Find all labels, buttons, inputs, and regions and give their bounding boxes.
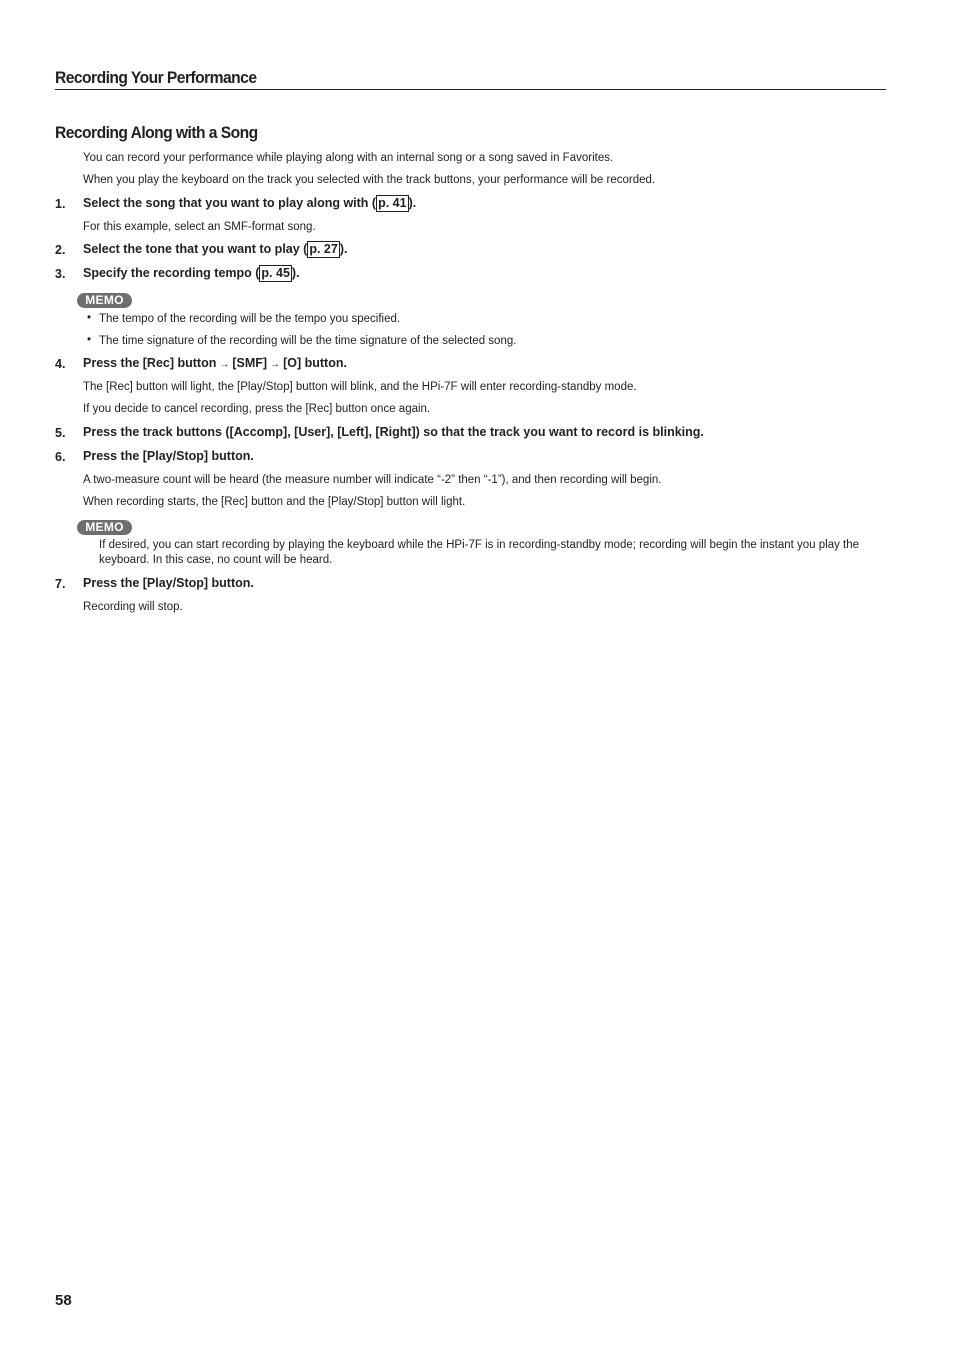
step-1-text bbox=[83, 195, 416, 212]
intro-paragraph-1: You can record your performance while playing along with an internal song or a song saved in Favorites. bbox=[83, 152, 614, 164]
page-ref-link[interactable]: p. 45 bbox=[261, 266, 290, 280]
step-2-number: 2. bbox=[55, 243, 66, 257]
step-6-number: 6. bbox=[55, 450, 66, 464]
step-4-part-3: [O] button. bbox=[283, 356, 347, 370]
step-1-number: 1. bbox=[55, 197, 66, 211]
step-6-note-1: A two-measure count will be heard (the measure number will indicate “-2” then “-1”), and then recording will begin. bbox=[83, 474, 662, 486]
step-4-note-1: The [Rec] button will light, the [Play/Stop] button will blink, and the HPi-7F will enter recording-standby mode. bbox=[83, 381, 637, 393]
step-5-text: Press the track buttons ([Accomp], [User], [Left], [Right]) so that the track you want to record is blinking. bbox=[83, 425, 704, 439]
step-2-label: Select the tone that you want to play ( bbox=[83, 242, 308, 256]
arrow-right-icon: → bbox=[219, 359, 230, 370]
memo-badge: MEMO bbox=[77, 293, 132, 308]
bullet-icon: • bbox=[87, 312, 92, 324]
step-4-part-2: [SMF] bbox=[232, 356, 268, 370]
step-3-suffix: ). bbox=[291, 266, 300, 280]
step-7-number: 7. bbox=[55, 577, 66, 591]
step-2-suffix: ). bbox=[339, 242, 348, 256]
step-3-text bbox=[83, 265, 300, 282]
step-4-number: 4. bbox=[55, 357, 66, 371]
step-1-suffix: ). bbox=[408, 196, 417, 210]
step-6-note-2: When recording starts, the [Rec] button and the [Play/Stop] button will light. bbox=[83, 496, 466, 508]
page-ref-link[interactable]: p. 27 bbox=[309, 242, 338, 256]
memo-badge: MEMO bbox=[77, 520, 132, 535]
bullet-icon: • bbox=[87, 334, 92, 346]
step-4-part-1: Press the [Rec] button bbox=[83, 356, 217, 370]
memo-bullet-1: The tempo of the recording will be the tempo you specified. bbox=[99, 313, 401, 325]
step-6-text: Press the [Play/Stop] button. bbox=[83, 449, 254, 463]
step-5-number: 5. bbox=[55, 426, 66, 440]
step-2-text bbox=[83, 241, 347, 258]
section-title: Recording Along with a Song bbox=[55, 123, 258, 142]
arrow-right-icon: → bbox=[270, 359, 281, 370]
page-header-title: Recording Your Performance bbox=[55, 68, 257, 87]
step-3-label: Specify the recording tempo ( bbox=[83, 266, 260, 280]
step-1-label: Select the song that you want to play along with ( bbox=[83, 196, 377, 210]
step-7-note: Recording will stop. bbox=[83, 601, 183, 613]
step-7-text: Press the [Play/Stop] button. bbox=[83, 576, 254, 590]
page-ref-link[interactable]: p. 41 bbox=[378, 196, 407, 210]
page-header bbox=[55, 68, 886, 90]
step-4-text bbox=[83, 356, 347, 370]
page-number: 58 bbox=[55, 1292, 72, 1309]
memo-bullet-2: The time signature of the recording will be the time signature of the selected song. bbox=[99, 335, 517, 347]
step-4-note-2: If you decide to cancel recording, press the [Rec] button once again. bbox=[83, 403, 431, 415]
step-1-note: For this example, select an SMF-format song. bbox=[83, 221, 316, 233]
step-3-number: 3. bbox=[55, 267, 66, 281]
memo-text: If desired, you can start recording by playing the keyboard while the HPi-7F is in recording-standby mode; recording will begin the instant you play the keyboard. In this case, no count will be heard. bbox=[99, 539, 860, 566]
intro-paragraph-2: When you play the keyboard on the track you selected with the track buttons, your performance will be recorded. bbox=[83, 174, 656, 186]
